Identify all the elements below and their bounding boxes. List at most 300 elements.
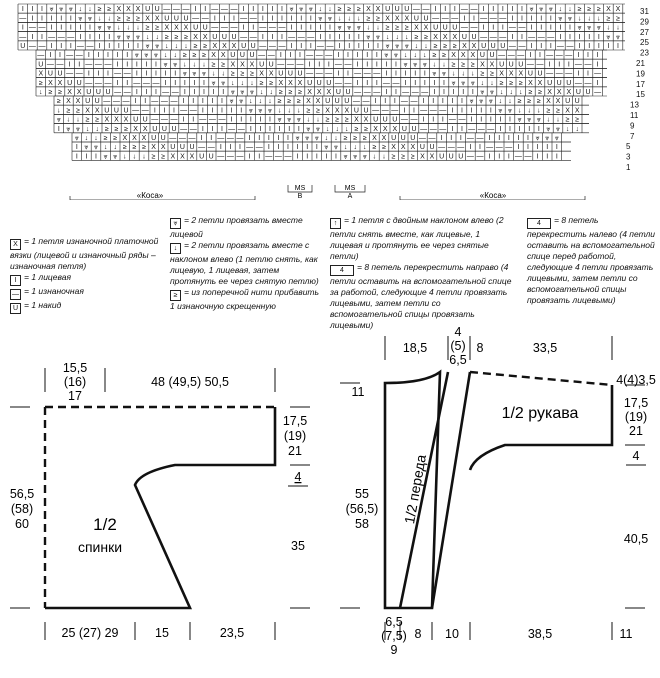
- chart-cell-symbol: ≥: [296, 98, 301, 106]
- chart-cell-symbol: ≥: [470, 61, 475, 69]
- chart-cell-symbol: X: [546, 98, 551, 106]
- chart-cell-symbol: I: [422, 98, 425, 106]
- chart-cell-symbol: I: [329, 33, 331, 41]
- chart-cell-symbol: ≥: [230, 70, 235, 78]
- chart-cell-symbol: U: [566, 79, 572, 87]
- chart-cell-symbol: I: [75, 153, 78, 161]
- chart-cell-symbol: X: [429, 153, 435, 161]
- chart-cell-symbol: ↓: [616, 24, 620, 32]
- chart-cell-symbol: —: [201, 15, 209, 23]
- chart-cell-symbol: ⩔: [248, 107, 253, 115]
- chart-cell-symbol: ≥: [182, 52, 187, 60]
- chart-cell-symbol: X: [451, 52, 456, 60]
- chart-cell-symbol: I: [422, 116, 425, 124]
- chart-cell-symbol: I: [540, 15, 543, 23]
- chart-cell-symbol: ≥: [164, 33, 169, 41]
- chart-cell-symbol: I: [203, 89, 205, 96]
- chart-cell-symbol: ⩔: [548, 6, 553, 14]
- chart-cell-symbol: U: [391, 135, 397, 142]
- chart-cell-symbol: U: [316, 79, 322, 87]
- chart-cell-symbol: ↓: [318, 6, 323, 14]
- chart-cell-symbol: —: [211, 24, 219, 32]
- chart-cell-symbol: —: [439, 107, 447, 115]
- chart-cell-symbol: X: [574, 107, 580, 115]
- chart-cell-symbol: ↓: [385, 33, 390, 41]
- chart-cell-symbol: —: [421, 89, 429, 96]
- chart-cell-symbol: I: [596, 79, 599, 87]
- chart-cell-symbol: U: [481, 43, 487, 50]
- chart-cell-symbol: —: [286, 61, 294, 69]
- chart-cell-symbol: ↓: [142, 153, 146, 161]
- chart-cell-symbol: ≥: [356, 6, 361, 14]
- chart-cell-symbol: I: [527, 144, 529, 152]
- back-top-left-dim: 15,5: [62, 361, 88, 375]
- chart-cell-symbol: ↓: [405, 33, 409, 41]
- chart-cell-symbol: ≥: [353, 135, 358, 142]
- chart-cell-symbol: ⩔: [308, 6, 313, 14]
- chart-cell-symbol: I: [69, 24, 72, 32]
- chart-cell-symbol: I: [126, 61, 129, 69]
- chart-cell-symbol: ≥: [518, 79, 523, 87]
- chart-cell-symbol: I: [145, 89, 148, 96]
- chart-cell-symbol: ≥: [596, 6, 601, 14]
- chart-cell-symbol: ↓: [117, 24, 121, 32]
- chart-cell-symbol: I: [423, 79, 426, 87]
- chart-cell-symbol: ⩔: [230, 89, 235, 96]
- chart-cell-symbol: —: [547, 33, 555, 41]
- chart-cell-symbol: I: [521, 6, 523, 14]
- chart-cell-symbol: U: [334, 98, 340, 106]
- chart-cell-symbol: I: [135, 89, 138, 96]
- chart-cell-symbol: —: [325, 70, 333, 78]
- chart-cell-symbol: I: [432, 116, 435, 124]
- chart-cell-symbol: —: [460, 24, 468, 32]
- chart-cell-symbol: —: [240, 33, 248, 41]
- chart-cell-symbol: I: [529, 52, 532, 60]
- chart-cell-symbol: I: [375, 79, 378, 87]
- chart-cell-symbol: X: [518, 70, 524, 78]
- chart-cell-symbol: —: [180, 125, 188, 133]
- chart-cell-symbol: X: [122, 135, 128, 142]
- chart-cell-symbol: —: [220, 24, 228, 32]
- chart-cell-symbol: ↓: [575, 125, 579, 133]
- chart-cell-symbol: —: [172, 6, 180, 14]
- chart-cell-symbol: —: [122, 98, 130, 106]
- chart-cell-symbol: U: [345, 89, 351, 96]
- chart-cell-symbol: U: [442, 24, 448, 32]
- chart-cell-symbol: I: [434, 6, 437, 14]
- chart-cell-symbol: —: [198, 144, 206, 152]
- chart-cell-symbol: I: [155, 61, 157, 69]
- chart-cell-symbol: ↓: [306, 116, 311, 124]
- front-top-8-dim: 8: [476, 341, 484, 355]
- chart-cell-symbol: I: [578, 43, 581, 50]
- chart-cell-symbol: —: [495, 144, 503, 152]
- chart-cell-symbol: I: [155, 70, 157, 78]
- chart-cell-symbol: —: [447, 144, 455, 152]
- chart-cell-symbol: —: [458, 116, 466, 124]
- chart-cell-symbol: ≥: [517, 98, 522, 106]
- chart-cell-symbol: —: [226, 153, 234, 161]
- back-step-dim: 4: [294, 470, 302, 484]
- chart-cell-symbol: I: [367, 43, 370, 50]
- chart-cell-symbol: I: [501, 24, 504, 32]
- chart-cell-symbol: I: [60, 15, 63, 23]
- chart-cell-symbol: —: [220, 6, 228, 14]
- chart-cell-symbol: I: [348, 33, 351, 41]
- chart-row-number: 21: [636, 58, 645, 68]
- chart-cell-symbol: —: [37, 52, 45, 60]
- chart-cell-symbol: —: [498, 52, 506, 60]
- chart-cell-symbol: X: [391, 144, 396, 152]
- chart-cell-symbol: ⩔: [403, 61, 408, 69]
- chart-cell-symbol: ⩔: [134, 52, 139, 60]
- chart-cell-symbol: I: [492, 24, 495, 32]
- chart-cell-symbol: I: [470, 107, 473, 115]
- chart-cell-symbol: I: [239, 144, 241, 152]
- chart-cell-symbol: I: [89, 24, 91, 32]
- chart-cell-symbol: —: [249, 15, 257, 23]
- chart-cell-symbol: I: [95, 153, 97, 161]
- chart-cell-symbol: ↓: [250, 79, 254, 87]
- chart-cell-symbol: X: [452, 33, 458, 41]
- cable-right-symbol: 4: [330, 265, 354, 276]
- chart-cell-symbol: X: [433, 33, 438, 41]
- chart-cell-symbol: X: [334, 107, 340, 115]
- chart-cell-symbol: U: [499, 61, 505, 69]
- chart-cell-symbol: —: [470, 6, 478, 14]
- chart-cell-symbol: I: [68, 61, 71, 69]
- chart-cell-symbol: ⩔: [324, 144, 329, 152]
- chart-cell-symbol: —: [514, 153, 522, 161]
- chart-cell-symbol: —: [230, 6, 238, 14]
- chart-cell-symbol: —: [400, 116, 408, 124]
- chart-cell-symbol: U: [297, 70, 303, 78]
- chart-cell-symbol: I: [549, 15, 552, 23]
- chart-cell-symbol: ↓: [509, 89, 513, 96]
- chart-cell-symbol: U: [85, 98, 91, 106]
- chart-cell-symbol: U: [161, 125, 167, 133]
- chart-cell-symbol: ⩔: [539, 6, 544, 14]
- chart-cell-symbol: —: [160, 116, 168, 124]
- back-top-left-dim-3: 17: [68, 389, 82, 403]
- chart-cell-symbol: X: [116, 6, 122, 14]
- chart-cell-symbol: U: [404, 6, 410, 14]
- chart-cell-symbol: ⩔: [413, 61, 418, 69]
- chart-cell-symbol: ⩔: [442, 70, 446, 78]
- chart-cell-symbol: I: [201, 125, 204, 133]
- chart-cell-symbol: I: [252, 6, 255, 14]
- chart-cell-symbol: I: [193, 89, 196, 96]
- chart-row-numbers: [626, 7, 649, 172]
- chart-cell-symbol: ↓: [165, 43, 169, 50]
- cross-label-b: MS: [294, 185, 306, 192]
- chart-cell-symbol: —: [171, 89, 179, 96]
- chart-cell-symbol: ≥: [56, 98, 61, 106]
- chart-cell-symbol: I: [577, 70, 580, 78]
- chart-cell-symbol: I: [229, 144, 232, 152]
- chart-row-number: 17: [636, 79, 645, 89]
- chart-cell-symbol: —: [489, 33, 497, 41]
- chart-cell-symbol: I: [499, 125, 502, 133]
- legend-item: ↓ = 2 петли провязать вместе с наклоном влево (1 петлю снять, как лицевую, 1 лицевая, затем протянуть ее через снятую петлю): [170, 240, 319, 286]
- chart-cell-symbol: —: [180, 107, 188, 115]
- chart-cell-symbol: X: [142, 125, 148, 133]
- chart-cell-symbol: ⩔: [163, 61, 168, 69]
- chart-cell-symbol: U: [151, 135, 157, 142]
- chart-cell-symbol: I: [444, 6, 447, 14]
- chart-cell-symbol: I: [59, 52, 61, 60]
- chart-cell-symbol: ⩔: [68, 6, 73, 14]
- chart-cell-symbol: U: [385, 6, 391, 14]
- chart-cell-symbol: —: [38, 43, 46, 50]
- chart-cell-symbol: I: [404, 70, 407, 78]
- chart-cell-symbol: —: [441, 15, 449, 23]
- chart-cell-symbol: ↓: [471, 70, 475, 78]
- chart-cell-symbol: ≥: [298, 89, 302, 96]
- chart-cell-symbol: I: [377, 43, 379, 50]
- chart-cell-symbol: U: [86, 89, 92, 96]
- chart-cell-symbol: ≥: [451, 61, 456, 69]
- chart-cell-symbol: I: [230, 107, 233, 115]
- chart-cell-symbol: I: [443, 79, 445, 87]
- chart-cell-symbol: I: [261, 15, 264, 23]
- chart-cell-symbol: ↓: [221, 70, 225, 78]
- chart-cell-symbol: I: [385, 70, 388, 78]
- chart-cell-symbol: ⩔: [488, 98, 493, 106]
- chart-cell-symbol: —: [278, 24, 286, 32]
- front-neck-dim: 11: [351, 385, 365, 399]
- chart-cell-symbol: —: [412, 6, 420, 14]
- chart-cell-symbol: ⩔: [289, 6, 294, 14]
- chart-cell-symbol: I: [194, 6, 197, 14]
- chart-cell-symbol: ⩔: [545, 135, 550, 142]
- chart-cell-symbol: I: [289, 52, 292, 60]
- chart-cell-symbol: ⩔: [192, 70, 197, 78]
- chart-cell-symbol: I: [540, 24, 543, 32]
- chart-cell-symbol: I: [98, 43, 101, 50]
- chart-cell-symbol: ↓: [211, 70, 216, 78]
- chart-cell-symbol: I: [135, 70, 138, 78]
- back-top-left-dim-2: (16): [63, 375, 87, 389]
- chart-cell-symbol: I: [403, 107, 406, 115]
- chart-cell-symbol: ≥: [362, 135, 367, 142]
- chart-cell-symbol: I: [297, 125, 300, 133]
- chart-cell-symbol: ↓: [66, 116, 71, 124]
- chart-cell-symbol: I: [279, 52, 282, 60]
- chart-cell-symbol: I: [108, 33, 111, 41]
- chart-cell-symbol: —: [66, 52, 74, 60]
- chart-cell-symbol: U: [401, 125, 407, 133]
- legend-col-1: [10, 236, 160, 314]
- chart-cell-symbol: ≥: [414, 33, 419, 41]
- chart-cell-symbol: ≥: [364, 125, 368, 133]
- chart-cell-symbol: ↓: [297, 107, 301, 115]
- chart-cell-symbol: U: [489, 52, 495, 60]
- legend-item: — = 1 изнаночная: [12, 286, 84, 298]
- chart-cell-symbol: ≥: [480, 70, 485, 78]
- chart-cell-symbol: I: [57, 125, 60, 133]
- chart-cell-symbol: ≥: [104, 125, 109, 133]
- chart-cell-symbol: ⩔: [154, 52, 158, 60]
- chart-cell-symbol: I: [329, 24, 331, 32]
- chart-cell-symbol: U: [452, 24, 458, 32]
- chart-cell-symbol: X: [420, 153, 425, 161]
- chart-cell-symbol: U: [565, 98, 571, 106]
- chart-cell-symbol: I: [164, 79, 167, 87]
- chart-cell-symbol: I: [555, 153, 558, 161]
- chart-cell-symbol: ≥: [461, 61, 466, 69]
- chart-cell-symbol: —: [307, 33, 315, 41]
- chart-cell-symbol: —: [381, 107, 389, 115]
- chart-cell-symbol: ≥: [38, 79, 43, 87]
- chart-cell-symbol: ⩔: [404, 43, 409, 50]
- chart-cell-symbol: U: [556, 79, 562, 87]
- chart-cell-symbol: I: [375, 61, 378, 69]
- chart-cell-symbol: ⩔: [394, 52, 398, 60]
- legend-item: 4 = 8 петель перекрестить налево (4 петли оставить на вспомогательной спице перед работой, следующие 4 петли провязать лицевыми, затем петли со вспомогательной спицы провязать лицевыми): [527, 215, 656, 305]
- chart-cell-symbol: ↓: [347, 15, 351, 23]
- chart-cell-symbol: U: [230, 52, 236, 60]
- chart-cell-symbol: I: [366, 79, 369, 87]
- chart-cell-symbol: —: [189, 125, 197, 133]
- chart-cell-symbol: ↓: [345, 125, 349, 133]
- double-decrease-symbol: ↑: [330, 218, 341, 229]
- chart-cell-symbol: ↓: [202, 61, 206, 69]
- chart-cell-symbol: —: [334, 79, 342, 87]
- chart-cell-symbol: —: [259, 24, 267, 32]
- chart-cell-symbol: I: [211, 98, 214, 106]
- chart-cell-symbol: —: [382, 79, 390, 87]
- chart-cell-symbol: I: [135, 61, 138, 69]
- chart-cell-symbol: I: [290, 43, 293, 50]
- chart-cell-symbol: ⩔: [451, 79, 456, 87]
- chart-cell-symbol: X: [606, 6, 611, 14]
- chart-cell-symbol: —: [420, 107, 428, 115]
- chart-cell-symbol: U: [94, 98, 100, 106]
- chart-cell-symbol: —: [123, 70, 131, 78]
- chart-cell-symbol: ↓: [461, 70, 465, 78]
- chart-cell-symbol: I: [258, 153, 261, 161]
- chart-cell-symbol: I: [79, 24, 82, 32]
- chart-cell-symbol: I: [451, 125, 454, 133]
- chart-cell-symbol: I: [299, 52, 301, 60]
- chart-cell-symbol: I: [249, 116, 252, 124]
- front-height-dim-2: (56,5): [345, 502, 379, 516]
- chart-cell-symbol: —: [230, 24, 238, 32]
- chart-cell-symbol: I: [183, 89, 186, 96]
- chart-cell-symbol: X: [230, 61, 236, 69]
- chart-cell-symbol: —: [507, 52, 515, 60]
- purl-garter-symbol: X: [10, 239, 21, 250]
- chart-cell-symbol: I: [482, 6, 485, 14]
- chart-cell-symbol: —: [391, 107, 399, 115]
- chart-cell-symbol: I: [366, 61, 369, 69]
- chart-cell-symbol: I: [498, 135, 501, 142]
- chart-cell-symbol: I: [356, 79, 359, 87]
- chart-cell-symbol: I: [473, 15, 475, 23]
- chart-cell-symbol: X: [57, 79, 63, 87]
- chart-cell-symbol: U: [241, 43, 247, 50]
- chart-cell-symbol: —: [255, 144, 263, 152]
- chart-cell-symbol: I: [530, 24, 533, 32]
- chart-cell-symbol: I: [309, 15, 312, 23]
- cross-sublabel-b: B: [297, 193, 303, 200]
- chart-cell-symbol: I: [518, 125, 521, 133]
- back-lower-dim: 35: [291, 539, 305, 553]
- chart-cell-symbol: U: [76, 79, 82, 87]
- chart-cell-symbol: ⩔: [202, 70, 206, 78]
- chart-cell-symbol: —: [178, 135, 186, 142]
- chart-cell-symbol: ↓: [587, 15, 591, 23]
- chart-cell-symbol: —: [56, 61, 64, 69]
- chart-cell-symbol: I: [79, 33, 82, 41]
- chart-cell-symbol: I: [549, 24, 552, 32]
- chart-cell-symbol: ≥: [151, 153, 156, 161]
- chart-cell-symbol: —: [306, 70, 314, 78]
- legend-col-3: [330, 215, 515, 331]
- chart-cell-symbol: U: [113, 107, 119, 115]
- chart-cell-symbol: I: [60, 24, 63, 32]
- front-piece: [340, 325, 656, 657]
- chart-cell-symbol: U: [179, 144, 185, 152]
- chart-cell-symbol: —: [508, 43, 516, 50]
- chart-cell-symbol: I: [107, 52, 109, 60]
- chart-cell-symbol: —: [402, 89, 410, 96]
- chart-cell-symbol: ⩔: [596, 24, 601, 32]
- chart-cell-symbol: X: [316, 89, 322, 96]
- chart-cell-symbol: U: [145, 6, 151, 14]
- chart-cell-symbol: I: [41, 33, 43, 41]
- chart-cell-symbol: ↓: [395, 33, 399, 41]
- chart-cell-symbol: ⩔: [239, 98, 244, 106]
- chart-cell-symbol: I: [596, 52, 599, 60]
- chart-cell-symbol: —: [142, 79, 150, 87]
- chart-cell-symbol: I: [221, 98, 223, 106]
- chart-cell-symbol: —: [170, 116, 178, 124]
- chart-cell-symbol: U: [585, 89, 591, 96]
- chart-cell-symbol: ⩔: [305, 135, 310, 142]
- yarn-over-symbol: U: [10, 303, 21, 314]
- chart-cell-symbol: I: [489, 107, 492, 115]
- chart-cell-symbol: ↓: [163, 52, 168, 60]
- chart-cell-symbol: I: [319, 33, 322, 41]
- chart-cell-symbol: —: [372, 107, 380, 115]
- chart-cell-symbol: —: [75, 70, 83, 78]
- chart-cell-symbol: ≥: [385, 24, 390, 32]
- chart-cell-symbol: X: [325, 107, 330, 115]
- chart-cell-symbol: I: [116, 79, 119, 87]
- chart-cell-symbol: ≥: [202, 52, 206, 60]
- chart-cell-symbol: X: [392, 125, 398, 133]
- chart-cell-symbol: U: [392, 116, 398, 124]
- chart-cell-symbol: X: [537, 79, 543, 87]
- increase-symbol: ≥: [170, 290, 181, 301]
- chart-cell-symbol: I: [536, 144, 539, 152]
- chart-cell-symbol: U: [183, 15, 189, 23]
- chart-cell-symbol: ⩔: [422, 61, 427, 69]
- chart-cell-symbol: ↓: [136, 24, 140, 32]
- sleeve-step-dim: 4: [632, 449, 640, 463]
- chart-cell-symbol: ↓: [597, 15, 601, 23]
- chart-cell-symbol: X: [132, 135, 137, 142]
- chart-cell-symbol: X: [414, 24, 419, 32]
- chart-cell-symbol: ≥: [335, 116, 340, 124]
- chart-cell-symbol: X: [212, 43, 218, 50]
- chart-cell-symbol: —: [66, 70, 74, 78]
- chart-cell-symbol: ⩔: [103, 153, 108, 161]
- chart-cell-symbol: I: [480, 107, 483, 115]
